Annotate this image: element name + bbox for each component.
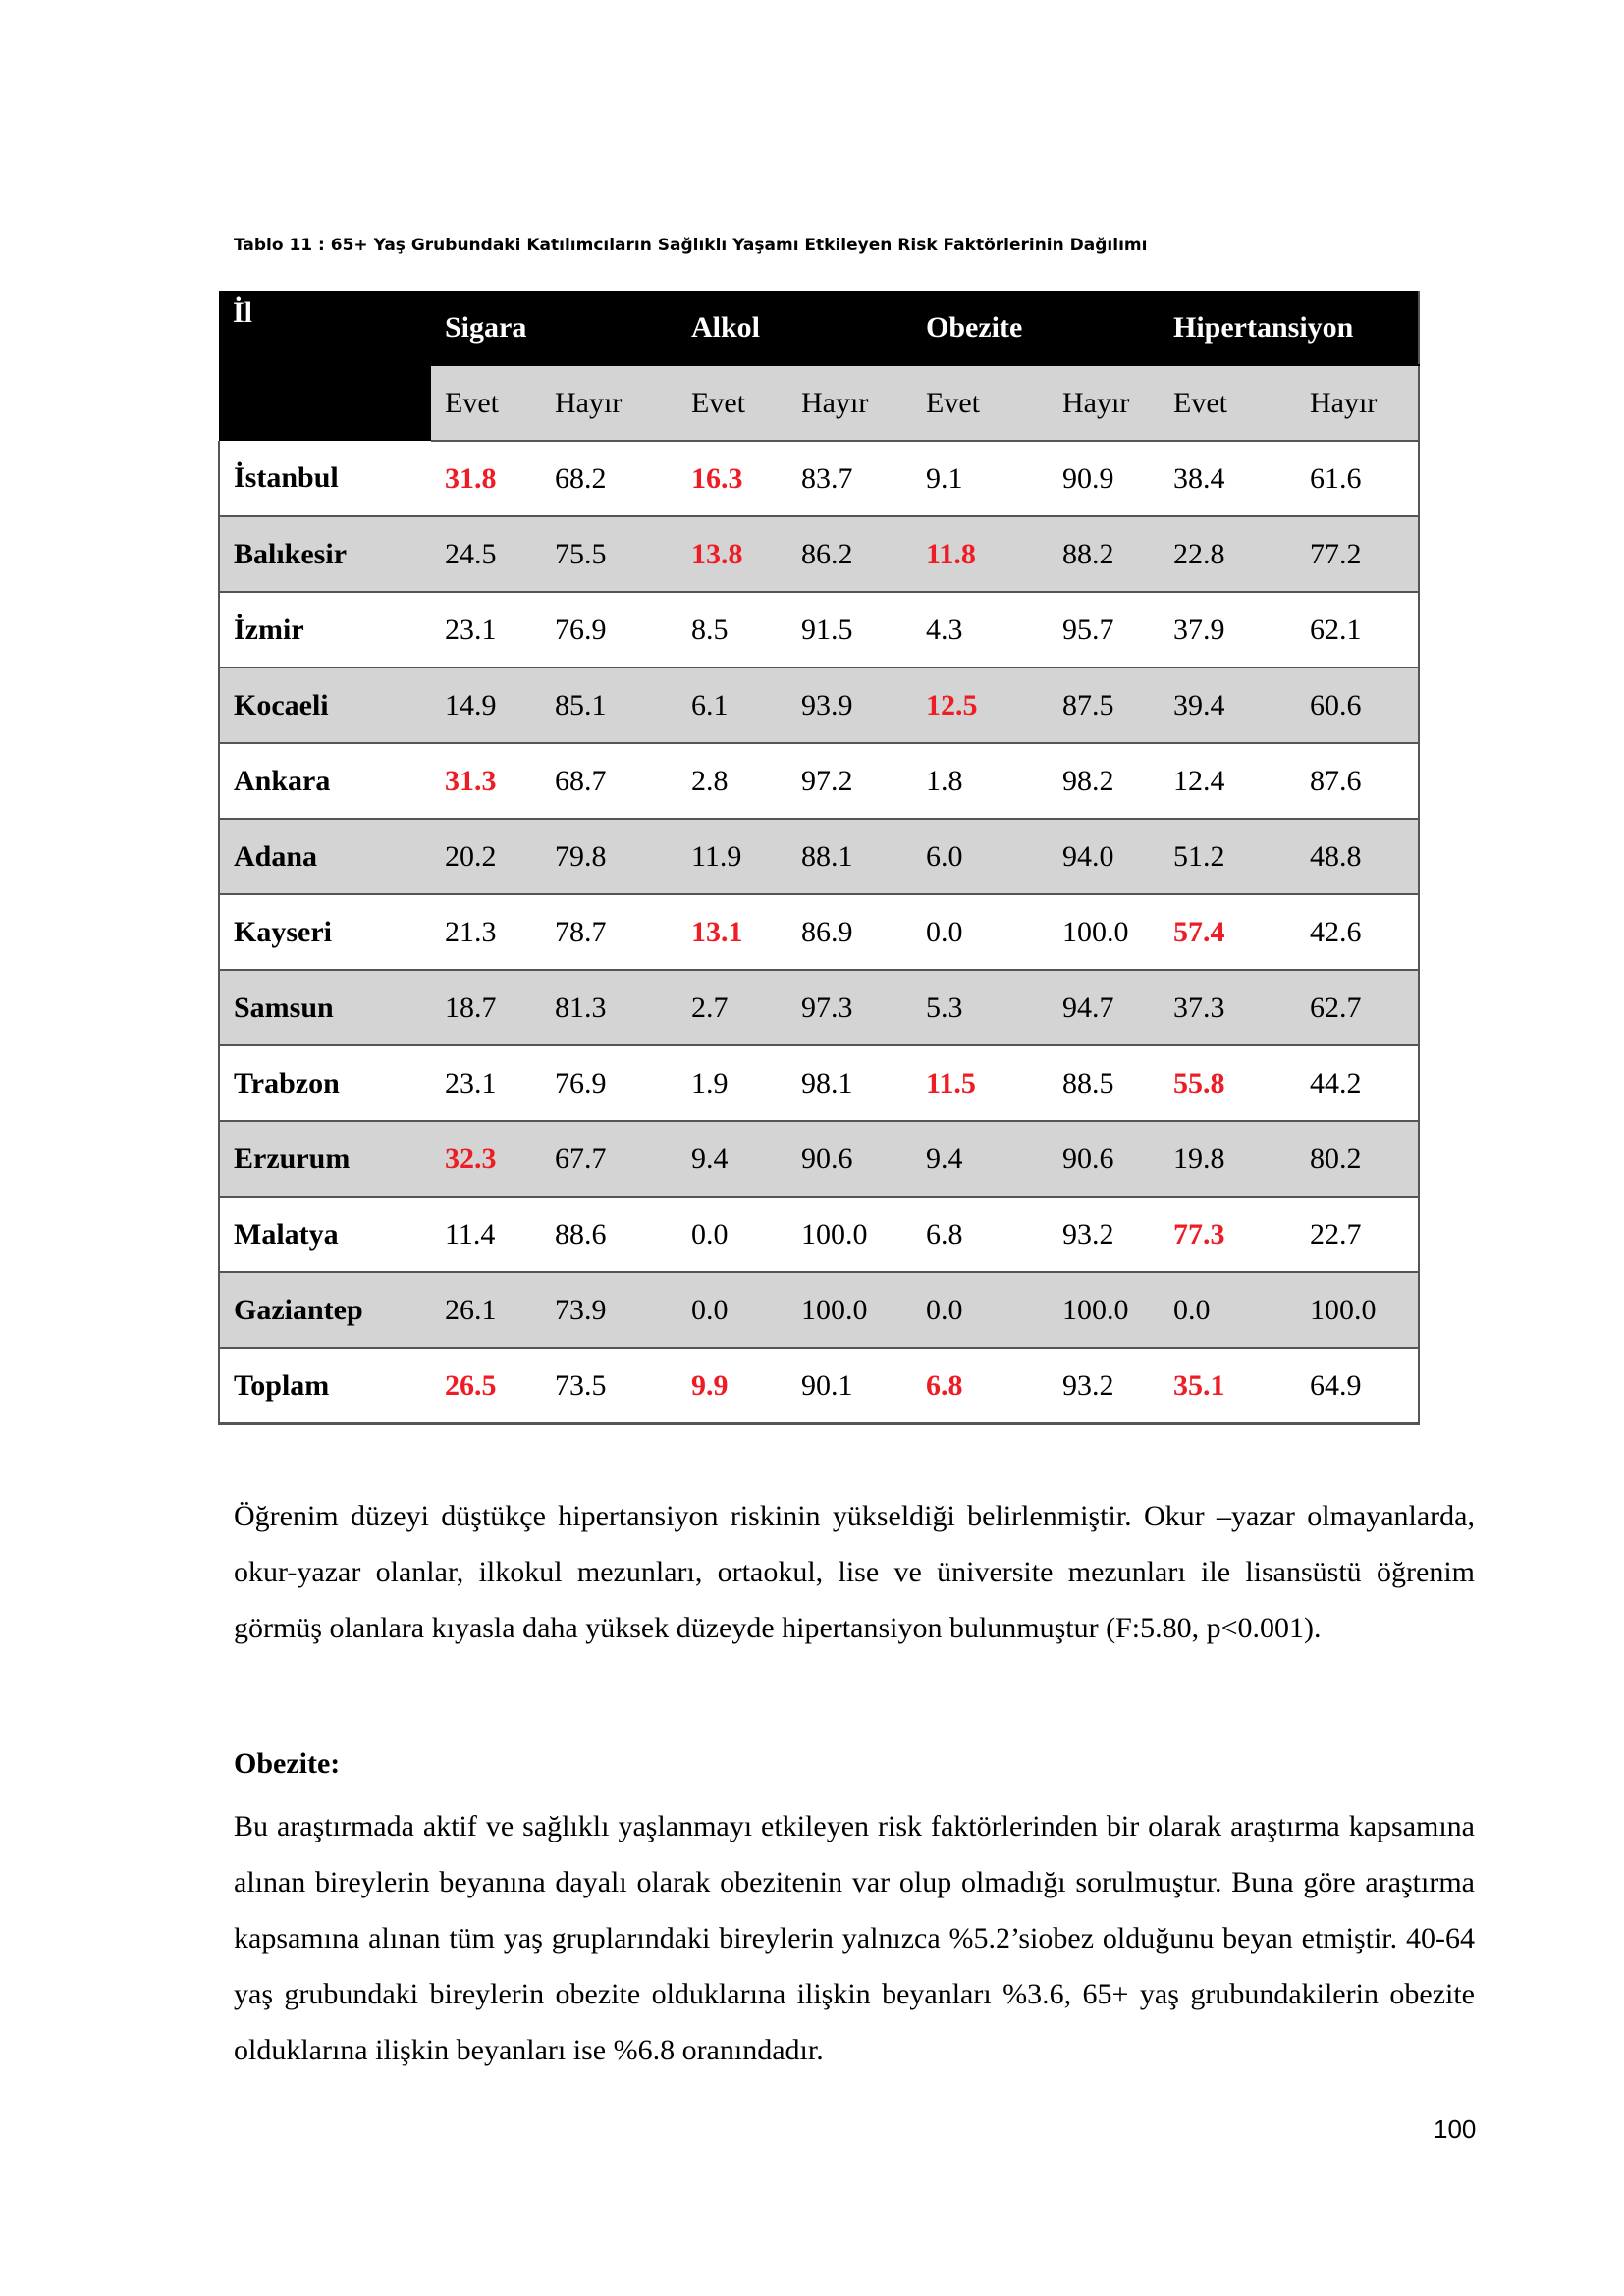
value-cell: 68.7 [541, 743, 677, 819]
header-il: İl [219, 291, 431, 441]
city-cell: Samsun [219, 970, 431, 1045]
value-cell: 16.3 [677, 441, 787, 516]
value-cell: 97.3 [787, 970, 912, 1045]
table-row [219, 1045, 1419, 1121]
city-cell: Malatya [219, 1197, 431, 1272]
value-cell: 20.2 [431, 819, 541, 894]
value-cell: 87.5 [1049, 667, 1160, 743]
value-cell: 76.9 [541, 592, 677, 667]
value-cell: 88.6 [541, 1197, 677, 1272]
table-row [219, 743, 1419, 819]
value-cell: 23.1 [431, 1045, 541, 1121]
value-cell: 6.8 [912, 1197, 1049, 1272]
value-cell: 11.8 [912, 516, 1049, 592]
value-cell: 31.3 [431, 743, 541, 819]
table-row [219, 970, 1419, 1045]
value-cell: 9.4 [912, 1121, 1049, 1197]
value-cell: 79.8 [541, 819, 677, 894]
value-cell: 0.0 [1160, 1272, 1296, 1348]
value-cell: 97.2 [787, 743, 912, 819]
header-obezite: Obezite [912, 291, 1160, 365]
value-cell: 5.3 [912, 970, 1049, 1045]
value-cell: 100.0 [787, 1272, 912, 1348]
value-cell: 61.6 [1296, 441, 1419, 516]
paragraph-obesity: Bu araştırmada aktif ve sağlıklı yaşlanmayı etkileyen risk faktörlerinden bir olarak araştırma kapsamına alınan bireylerin beyanına dayalı olarak obezitenin var olup olmadığı sorulmuştur. Buna göre araştırma kapsamına alınan tüm yaş gruplarındaki bireylerin yalnızca %5.2’siobez olduğunu beyan etmiştir. 40-64 yaş grubundaki bireylerin obezite olduklarına ilişkin beyanları %3.6, 65+ yaş grubundakilerin obezite olduklarına ilişkin beyanları ise %6.8 oranındadır. [234, 1810, 1475, 2066]
value-cell: 0.0 [912, 1272, 1049, 1348]
value-cell: 9.1 [912, 441, 1049, 516]
value-cell: 6.0 [912, 819, 1049, 894]
header-hipertansiyon: Hipertansiyon [1160, 291, 1419, 365]
subheader-hayir: Hayır [541, 365, 677, 441]
value-cell: 6.8 [912, 1348, 1049, 1424]
value-cell: 90.1 [787, 1348, 912, 1424]
value-cell: 67.7 [541, 1121, 677, 1197]
value-cell: 13.8 [677, 516, 787, 592]
value-cell: 51.2 [1160, 819, 1296, 894]
value-cell: 11.5 [912, 1045, 1049, 1121]
value-cell: 90.6 [1049, 1121, 1160, 1197]
subheader-evet: Evet [1160, 365, 1296, 441]
subheader-evet: Evet [912, 365, 1049, 441]
value-cell: 2.8 [677, 743, 787, 819]
value-cell: 62.1 [1296, 592, 1419, 667]
value-cell: 48.8 [1296, 819, 1419, 894]
table-row [219, 592, 1419, 667]
value-cell: 22.7 [1296, 1197, 1419, 1272]
value-cell: 14.9 [431, 667, 541, 743]
city-cell: Balıkesir [219, 516, 431, 592]
value-cell: 37.3 [1160, 970, 1296, 1045]
value-cell: 94.7 [1049, 970, 1160, 1045]
value-cell: 75.5 [541, 516, 677, 592]
city-cell: Toplam [219, 1348, 431, 1424]
city-cell: Erzurum [219, 1121, 431, 1197]
value-cell: 62.7 [1296, 970, 1419, 1045]
value-cell: 98.2 [1049, 743, 1160, 819]
value-cell: 19.8 [1160, 1121, 1296, 1197]
value-cell: 88.2 [1049, 516, 1160, 592]
city-cell: Ankara [219, 743, 431, 819]
value-cell: 35.1 [1160, 1348, 1296, 1424]
table-row [219, 894, 1419, 970]
value-cell: 100.0 [1049, 1272, 1160, 1348]
value-cell: 88.5 [1049, 1045, 1160, 1121]
value-cell: 6.1 [677, 667, 787, 743]
value-cell: 18.7 [431, 970, 541, 1045]
section-heading-obezite: Obezite: [234, 1747, 341, 1780]
value-cell: 39.4 [1160, 667, 1296, 743]
city-cell: İstanbul [219, 441, 431, 516]
value-cell: 26.1 [431, 1272, 541, 1348]
value-cell: 11.9 [677, 819, 787, 894]
table-group-header-row [219, 291, 1419, 365]
subheader-hayir: Hayır [1296, 365, 1419, 441]
value-cell: 78.7 [541, 894, 677, 970]
value-cell: 9.4 [677, 1121, 787, 1197]
value-cell: 73.9 [541, 1272, 677, 1348]
subheader-evet: Evet [677, 365, 787, 441]
paragraph-education-hypertension: Öğrenim düzeyi düştükçe hipertansiyon riskinin yükseldiği belirlenmiştir. Okur –yazar olmayanlarda, okur-yazar olanlar, ilkokul mezunları, ortaokul, lise ve üniversite mezunları ile lisansüstü öğrenim görmüş olanlara kıyasla daha yüksek düzeyde hipertansiyon bulunmuştur (F:5.80, p<0.001). [234, 1500, 1475, 1644]
table-row [219, 441, 1419, 516]
value-cell: 93.9 [787, 667, 912, 743]
value-cell: 1.8 [912, 743, 1049, 819]
risk-factor-table [218, 291, 1420, 1425]
value-cell: 94.0 [1049, 819, 1160, 894]
value-cell: 80.2 [1296, 1121, 1419, 1197]
table-row [219, 1197, 1419, 1272]
value-cell: 13.1 [677, 894, 787, 970]
city-cell: Adana [219, 819, 431, 894]
value-cell: 9.9 [677, 1348, 787, 1424]
value-cell: 2.7 [677, 970, 787, 1045]
table-row [219, 1272, 1419, 1348]
value-cell: 90.6 [787, 1121, 912, 1197]
value-cell: 91.5 [787, 592, 912, 667]
value-cell: 42.6 [1296, 894, 1419, 970]
value-cell: 44.2 [1296, 1045, 1419, 1121]
page-number: 100 [1434, 2114, 1477, 2144]
value-cell: 90.9 [1049, 441, 1160, 516]
value-cell: 86.9 [787, 894, 912, 970]
value-cell: 0.0 [912, 894, 1049, 970]
value-cell: 32.3 [431, 1121, 541, 1197]
value-cell: 95.7 [1049, 592, 1160, 667]
table-caption: Tablo 11 : 65+ Yaş Grubundaki Katılımcıların Sağlıklı Yaşamı Etkileyen Risk Faktörlerinin Dağılımı [234, 236, 1148, 255]
header-alkol: Alkol [677, 291, 912, 365]
value-cell: 100.0 [1049, 894, 1160, 970]
value-cell: 76.9 [541, 1045, 677, 1121]
value-cell: 88.1 [787, 819, 912, 894]
value-cell: 21.3 [431, 894, 541, 970]
value-cell: 86.2 [787, 516, 912, 592]
subheader-hayir: Hayır [787, 365, 912, 441]
value-cell: 81.3 [541, 970, 677, 1045]
value-cell: 60.6 [1296, 667, 1419, 743]
city-cell: Kayseri [219, 894, 431, 970]
city-cell: İzmir [219, 592, 431, 667]
value-cell: 23.1 [431, 592, 541, 667]
city-cell: Kocaeli [219, 667, 431, 743]
value-cell: 22.8 [1160, 516, 1296, 592]
value-cell: 93.2 [1049, 1197, 1160, 1272]
value-cell: 93.2 [1049, 1348, 1160, 1424]
value-cell: 37.9 [1160, 592, 1296, 667]
value-cell: 73.5 [541, 1348, 677, 1424]
subheader-evet: Evet [431, 365, 541, 441]
table-total-row [219, 1348, 1419, 1424]
value-cell: 0.0 [677, 1272, 787, 1348]
value-cell: 98.1 [787, 1045, 912, 1121]
value-cell: 12.4 [1160, 743, 1296, 819]
value-cell: 83.7 [787, 441, 912, 516]
value-cell: 87.6 [1296, 743, 1419, 819]
value-cell: 55.8 [1160, 1045, 1296, 1121]
city-cell: Trabzon [219, 1045, 431, 1121]
subheader-hayir: Hayır [1049, 365, 1160, 441]
value-cell: 11.4 [431, 1197, 541, 1272]
table-row [219, 667, 1419, 743]
value-cell: 57.4 [1160, 894, 1296, 970]
value-cell: 64.9 [1296, 1348, 1419, 1424]
value-cell: 1.9 [677, 1045, 787, 1121]
value-cell: 4.3 [912, 592, 1049, 667]
value-cell: 12.5 [912, 667, 1049, 743]
header-sigara: Sigara [431, 291, 677, 365]
value-cell: 100.0 [1296, 1272, 1419, 1348]
value-cell: 8.5 [677, 592, 787, 667]
value-cell: 26.5 [431, 1348, 541, 1424]
city-cell: Gaziantep [219, 1272, 431, 1348]
value-cell: 0.0 [677, 1197, 787, 1272]
value-cell: 24.5 [431, 516, 541, 592]
table-row [219, 1121, 1419, 1197]
value-cell: 68.2 [541, 441, 677, 516]
value-cell: 85.1 [541, 667, 677, 743]
value-cell: 100.0 [787, 1197, 912, 1272]
value-cell: 77.2 [1296, 516, 1419, 592]
table-row [219, 819, 1419, 894]
value-cell: 77.3 [1160, 1197, 1296, 1272]
table-row [219, 516, 1419, 592]
value-cell: 38.4 [1160, 441, 1296, 516]
value-cell: 31.8 [431, 441, 541, 516]
